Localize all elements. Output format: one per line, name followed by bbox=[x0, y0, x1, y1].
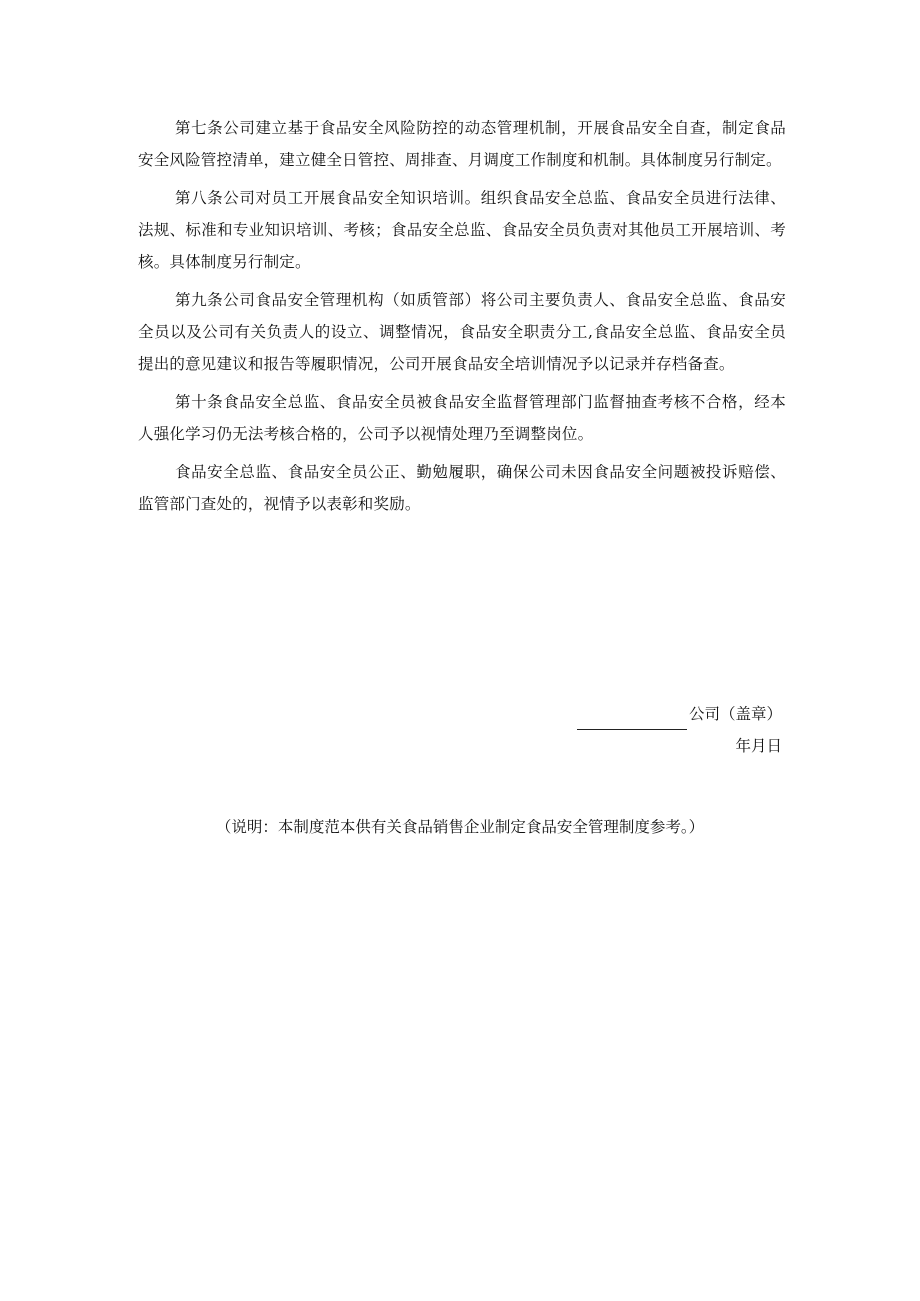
company-seal-label: 公司（盖章） bbox=[688, 705, 782, 723]
company-seal-line bbox=[577, 698, 782, 730]
article-8-paragraph: 第八条公司对员工开展食品安全知识培训。组织食品安全总监、食品安全员进行法律、法规、标准和专业知识培训、考核；食品安全总监、食品安全员负责对其他员工开展培训、考核。具体制度另行制定。 bbox=[138, 189, 786, 271]
reward-paragraph: 食品安全总监、食品安全员公正、勤勉履职，确保公司未因食品安全问题被投诉赔偿、监管部门查处的，视情予以表彰和奖励。 bbox=[138, 463, 786, 513]
date-label: 年月日 bbox=[735, 737, 782, 755]
article-9-paragraph: 第九条公司食品安全管理机构（如质管部）将公司主要负责人、食品安全总监、食品安全员以及公司有关负责人的设立、调整情况，食品安全职责分工,食品安全总监、食品安全员提出的意见建议和报告等履职情况，公司开展食品安全培训情况予以记录并存档备查。 bbox=[138, 291, 786, 373]
document-body bbox=[138, 112, 786, 526]
company-name-blank bbox=[577, 709, 687, 730]
article-7-paragraph: 第七条公司建立基于食品安全风险防控的动态管理机制，开展食品安全自查，制定食品安全风险管控清单，建立健全日管控、周排查、月调度工作制度和机制。具体制度另行制定。 bbox=[138, 119, 786, 169]
explanatory-note: （说明：本制度范本供有关食品销售企业制定食品安全管理制度参考。） bbox=[215, 818, 705, 836]
article-10-paragraph: 第十条食品安全总监、食品安全员被食品安全监督管理部门监督抽查考核不合格，经本人强化学习仍无法考核合格的，公司予以视情处理乃至调整岗位。 bbox=[138, 393, 786, 443]
signature-block bbox=[577, 698, 782, 762]
